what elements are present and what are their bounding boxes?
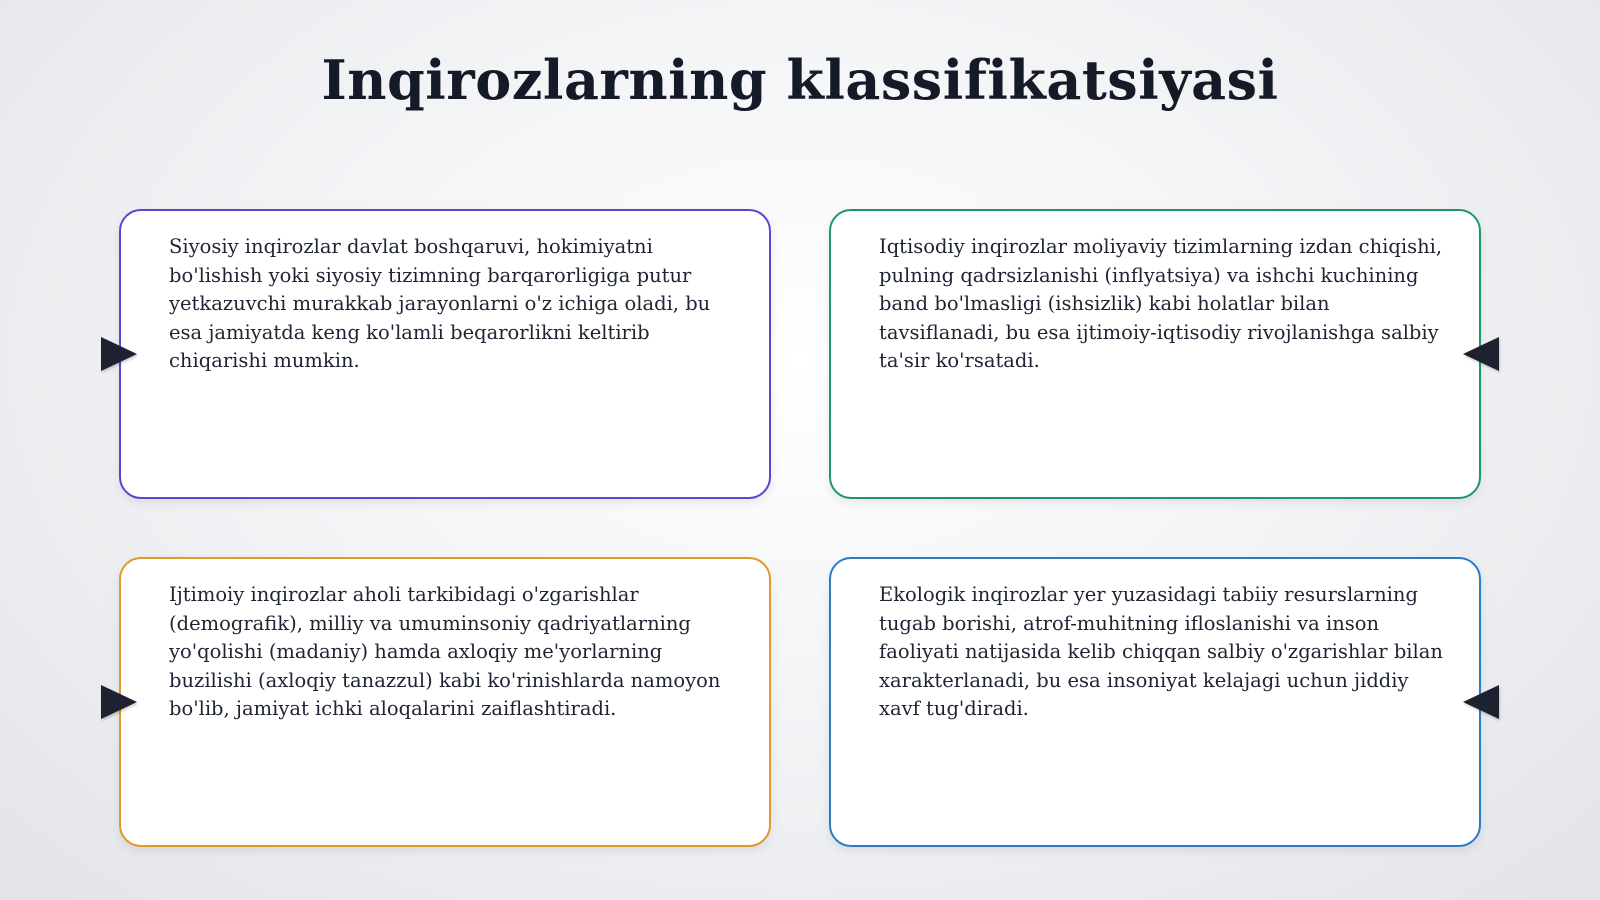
triangle-pointer-right-icon bbox=[101, 337, 137, 371]
card-economic-crises bbox=[829, 209, 1481, 499]
triangle-pointer-left-icon bbox=[1463, 685, 1499, 719]
card-political-crises bbox=[119, 209, 771, 499]
card-social-crises bbox=[119, 557, 771, 847]
card-ecological-crises bbox=[829, 557, 1481, 847]
triangle-pointer-right-icon bbox=[101, 685, 137, 719]
card-text-economic: Iqtisodiy inqirozlar moliyaviy tizimlarning izdan chiqishi, pulning qadrsizlanishi (inflyatsiya) va ishchi kuchining band bo'lmasligi (ishsizlik) kabi holatlar bilan tavsiflanadi, bu esa ijtimoiy-iqtisodiy rivojlanishga salbiy ta'sir ko'rsatadi. bbox=[879, 235, 1443, 373]
card-text-ecological: Ekologik inqirozlar yer yuzasidagi tabiiy resurslarning tugab borishi, atrof-muhitning ifloslanishi va inson faoliyati natijasida kelib chiqqan salbiy o'zgarishlar bilan xarakterlanadi, bu esa insoniyat kelajagi uchun jiddiy xavf tug'diradi. bbox=[879, 583, 1443, 721]
slide-title: Inqirozlarning klassifikatsiyasi bbox=[321, 48, 1279, 112]
card-text-social: Ijtimoiy inqirozlar aholi tarkibidagi o'zgarishlar (demografik), milliy va umuminsoniy qadriyatlarning yo'qolishi (madaniy) hamda axloqiy me'yorlarning buzilishi (axloqiy tanazzul) kabi ko'rinishlarda namoyon bo'lib, jamiyat ichki aloqalarini zaiflashtiradi. bbox=[169, 583, 721, 721]
card-text-political: Siyosiy inqirozlar davlat boshqaruvi, hokimiyatni bo'lishish yoki siyosiy tizimning barqarorligiga putur yetkazuvchi murakkab jarayonlarni o'z ichiga oladi, bu esa jamiyatda keng ko'lamli beqarorlikni keltirib chiqarishi mumkin. bbox=[169, 235, 711, 373]
triangle-pointer-left-icon bbox=[1463, 337, 1499, 371]
